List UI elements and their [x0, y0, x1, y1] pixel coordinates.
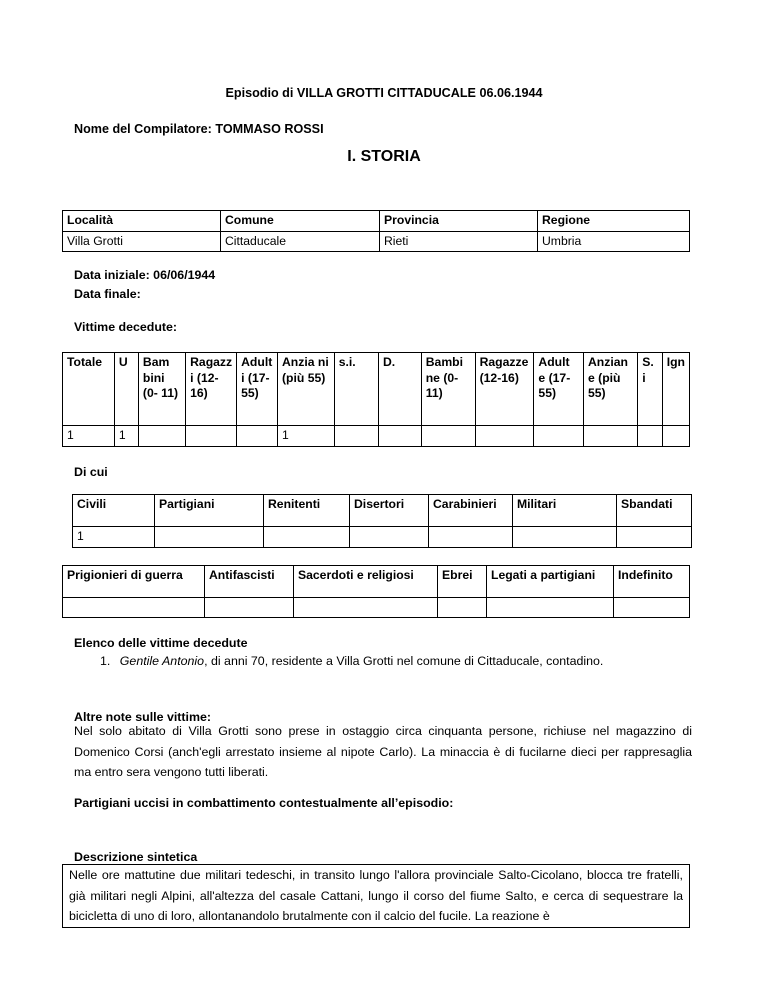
episode-title: Episodio di VILLA GROTTI CITTADUCALE 06.06.1944 [225, 86, 543, 100]
vv-si [334, 426, 378, 447]
vh-anziane: Anzian e (più 55) [584, 353, 638, 426]
victim-item-name: Gentile Antonio [119, 654, 205, 668]
vv-u: 1 [114, 426, 138, 447]
vv-bambini [138, 426, 185, 447]
victim-list-item [100, 654, 700, 668]
categories-table-2 [62, 565, 690, 618]
value-localita: Villa Grotti [63, 231, 221, 252]
notes-heading: Altre note sulle vittime: [74, 710, 212, 724]
c1v-renitenti [264, 527, 350, 548]
location-table [62, 210, 690, 252]
c1h-carabinieri: Carabinieri [429, 495, 513, 527]
c2v-legati [487, 598, 614, 618]
compiler-name: Nome del Compilatore: TOMMASO ROSSI [74, 122, 324, 136]
vv-totale: 1 [63, 426, 115, 447]
vh-bambine: Bambi ne (0- 11) [421, 353, 475, 426]
vv-adulti [237, 426, 278, 447]
start-date: Data iniziale: 06/06/1944 [74, 268, 216, 282]
c1h-militari: Militari [513, 495, 617, 527]
c1v-militari [513, 527, 617, 548]
end-date: Data finale: [74, 287, 141, 301]
vh-si-f: S. i [638, 353, 663, 426]
vh-anziani: Anzia ni (più 55) [278, 353, 335, 426]
c2h-antifascisti: Antifascisti [205, 566, 294, 598]
c2v-antifascisti [205, 598, 294, 618]
vh-totale: Totale [63, 353, 115, 426]
vv-anziani: 1 [278, 426, 335, 447]
vv-anziane [584, 426, 638, 447]
vh-bambini: Bam bini (0- 11) [138, 353, 185, 426]
description-heading: Descrizione sintetica [74, 850, 198, 864]
value-comune: Cittaducale [221, 231, 380, 252]
c2v-indefinito [614, 598, 690, 618]
notes-text: Nel solo abitato di Villa Grotti sono prese in ostaggio circa cinquanta persone, richiuse nel magazzino di Domenico Corsi (anch'egli arrestato insieme al nipote Carlo). La minaccia è di fucilarne dieci per rappresaglia ma entro sera vengono tutti liberati. [74, 724, 692, 779]
header-comune: Comune [221, 211, 380, 232]
c1h-renitenti: Renitenti [264, 495, 350, 527]
section-title: I. STORIA [347, 148, 421, 165]
c2h-ebrei: Ebrei [438, 566, 487, 598]
victims-list-heading: Elenco delle vittime decedute [74, 636, 248, 650]
vv-ragazze [475, 426, 534, 447]
c2h-sacerdoti: Sacerdoti e religiosi [294, 566, 438, 598]
vh-ragazzi: Ragazz i (12- 16) [186, 353, 237, 426]
c1v-disertori [350, 527, 429, 548]
vh-u: U [114, 353, 138, 426]
vh-ragazze: Ragazze (12-16) [475, 353, 534, 426]
c1v-civili: 1 [73, 527, 155, 548]
dicui-label: Di cui [74, 465, 108, 479]
vh-d: D. [378, 353, 421, 426]
vh-adulte: Adult e (17- 55) [534, 353, 584, 426]
c2v-ebrei [438, 598, 487, 618]
partisans-heading: Partigiani uccisi in combattimento contestualmente all’episodio: [74, 796, 454, 810]
value-regione: Umbria [538, 231, 690, 252]
description-box: Nelle ore mattutine due militari tedeschi, in transito lungo l'allora provinciale Salto-Cicolano, blocca tre fratelli, già militari negli Alpini, all'altezza del casale Cattani, lungo il corso del fiume Salto, e cerca di sequestrare la bicicletta di uno di loro, allontanandolo brutalmente con il calcio del fucile. La reazione è [62, 864, 690, 928]
c2h-prigionieri: Prigionieri di guerra [63, 566, 205, 598]
vh-si: s.i. [334, 353, 378, 426]
victim-item-text: , di anni 70, residente a Villa Grotti nel comune di Cittaducale, contadino. [204, 654, 604, 668]
vv-bambine [421, 426, 475, 447]
header-regione: Regione [538, 211, 690, 232]
c1v-sbandati [617, 527, 692, 548]
vv-d [378, 426, 421, 447]
victims-table [62, 352, 690, 447]
vv-adulte [534, 426, 584, 447]
vh-adulti: Adult i (17- 55) [237, 353, 278, 426]
vh-ign: Ign [662, 353, 689, 426]
c2h-legati: Legati a partigiani [487, 566, 614, 598]
c1h-disertori: Disertori [350, 495, 429, 527]
vv-ragazzi [186, 426, 237, 447]
victims-label: Vittime decedute: [74, 320, 178, 334]
c2h-indefinito: Indefinito [614, 566, 690, 598]
c1h-sbandati: Sbandati [617, 495, 692, 527]
value-provincia: Rieti [380, 231, 538, 252]
c2v-prigionieri [63, 598, 205, 618]
c1h-partigiani: Partigiani [155, 495, 264, 527]
header-localita: Località [63, 211, 221, 232]
vv-si-f [638, 426, 663, 447]
header-provincia: Provincia [380, 211, 538, 232]
categories-table-1 [72, 494, 692, 548]
vv-ign [662, 426, 689, 447]
c1v-partigiani [155, 527, 264, 548]
c2v-sacerdoti [294, 598, 438, 618]
c1v-carabinieri [429, 527, 513, 548]
victim-item-number: 1. [100, 654, 111, 668]
c1h-civili: Civili [73, 495, 155, 527]
